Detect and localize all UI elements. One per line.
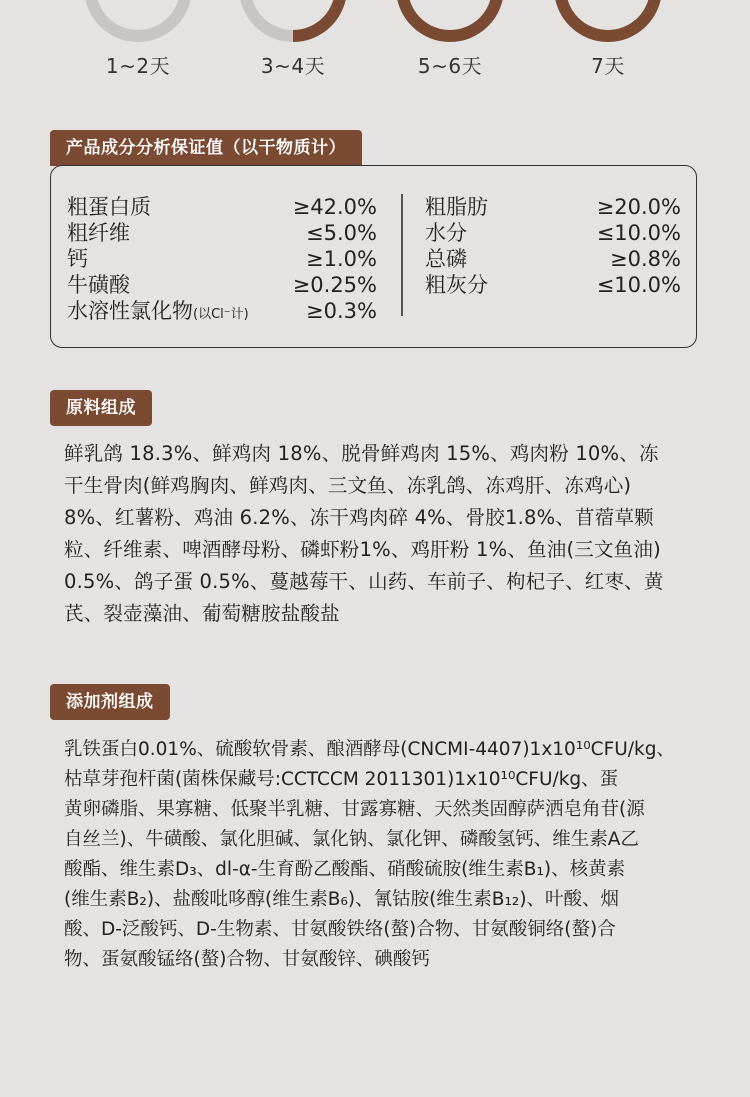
ring-day-7: [548, 0, 668, 48]
ring-label: 1~2天: [105, 54, 171, 78]
analysis-title: 产品成分分析保证值（以干物质计）: [50, 130, 362, 166]
analysis-name-text: 水溶性氯化物: [67, 299, 193, 323]
additives-line: 乳铁蛋白0.01%、硫酸软骨素、酿酒酵母(CNCMI-4407)1x10¹⁰CFU/kg、: [64, 739, 675, 760]
analysis-name: 粗蛋白质: [67, 195, 151, 219]
analysis-row: [425, 246, 681, 272]
ingredients-line: 0.5%、鸽子蛋 0.5%、蔓越莓干、山药、车前子、枸杞子、红枣、黄: [64, 570, 664, 593]
additives-text: [64, 735, 694, 975]
analysis-name: 牛磺酸: [67, 273, 130, 297]
analysis-row: [67, 194, 377, 220]
ring-label: 5~6天: [417, 54, 483, 78]
ingredients-text: [64, 438, 694, 630]
analysis-value: ≥0.25%: [292, 273, 377, 297]
analysis-value: ≥1.0%: [306, 247, 377, 271]
additives-line: 自丝兰)、牛磺酸、氯化胆碱、氯化钠、氯化钾、磷酸氢钙、维生素A乙: [64, 829, 639, 850]
feeding-schedule: [0, 0, 750, 90]
additives-title: 添加剂组成: [50, 684, 170, 720]
analysis-name: [67, 298, 249, 328]
ring-day-1-2: [78, 0, 198, 48]
analysis-value: ≥42.0%: [292, 195, 377, 219]
ingredients-line: 芪、裂壶藻油、葡萄糖胺盐酸盐: [64, 602, 340, 625]
analysis-value: ≤10.0%: [596, 273, 681, 297]
ring-day-3-4: [233, 0, 353, 48]
ring-label: 3~4天: [260, 54, 326, 78]
ingredients-line: 干生骨肉(鲜鸡胸肉、鲜鸡肉、三文鱼、冻乳鸽、冻鸡肝、冻鸡心): [64, 474, 632, 497]
analysis-row: [67, 298, 377, 324]
additives-line: 物、蛋氨酸锰络(螯)合物、甘氨酸锌、碘酸钙: [64, 949, 430, 970]
analysis-name: 粗脂肪: [425, 195, 488, 219]
additives-line: 黄卵磷脂、果寡糖、低聚半乳糖、甘露寡糖、天然类固醇萨洒皂角苷(源: [64, 799, 645, 820]
additives-line: 枯草芽孢杆菌(菌株保藏号:CCTCCM 2011301)1x10¹⁰CFU/kg、蛋: [64, 769, 619, 790]
analysis-row: [425, 194, 681, 220]
analysis-row: [67, 272, 377, 298]
analysis-value: ≥20.0%: [596, 195, 681, 219]
ingredients-line: 粒、纤维素、啤酒酵母粉、磷虾粉1%、鸡肝粉 1%、鱼油(三文鱼油): [64, 538, 661, 561]
ingredients-line: 鲜乳鸽 18.3%、鲜鸡肉 18%、脱骨鲜鸡肉 15%、鸡肉粉 10%、冻: [64, 442, 659, 465]
ring-label: 7天: [591, 54, 625, 78]
analysis-name: 总磷: [425, 247, 467, 271]
ring-day-5-6: [390, 0, 510, 48]
analysis-table: [50, 165, 697, 348]
analysis-name: 粗纤维: [67, 221, 130, 245]
additives-line: 酸酯、维生素D₃、dl-α-生育酚乙酸酯、硝酸硫胺(维生素B₁)、核黄素: [64, 859, 626, 880]
ingredients-line: 8%、红薯粉、鸡油 6.2%、冻干鸡肉碎 4%、骨胶1.8%、苜蓿草颗: [64, 506, 654, 529]
analysis-value: ≥0.8%: [610, 247, 681, 271]
analysis-name: 粗灰分: [425, 273, 488, 297]
analysis-name-note: (以Cl⁻计): [193, 307, 249, 322]
analysis-name: 钙: [67, 247, 88, 271]
analysis-row: [425, 272, 681, 298]
analysis-row: [425, 220, 681, 246]
additives-line: (维生素B₂)、盐酸吡哆醇(维生素B₆)、氰钴胺(维生素B₁₂)、叶酸、烟: [64, 889, 620, 910]
analysis-value: ≤5.0%: [306, 221, 377, 245]
column-divider: [401, 194, 403, 316]
analysis-value: ≥0.3%: [306, 299, 377, 323]
ingredients-title: 原料组成: [50, 390, 152, 426]
additives-line: 酸、D-泛酸钙、D-生物素、甘氨酸铁络(螯)合物、甘氨酸铜络(螯)合: [64, 919, 616, 940]
analysis-name: 水分: [425, 221, 467, 245]
analysis-row: [67, 246, 377, 272]
analysis-value: ≤10.0%: [596, 221, 681, 245]
analysis-row: [67, 220, 377, 246]
